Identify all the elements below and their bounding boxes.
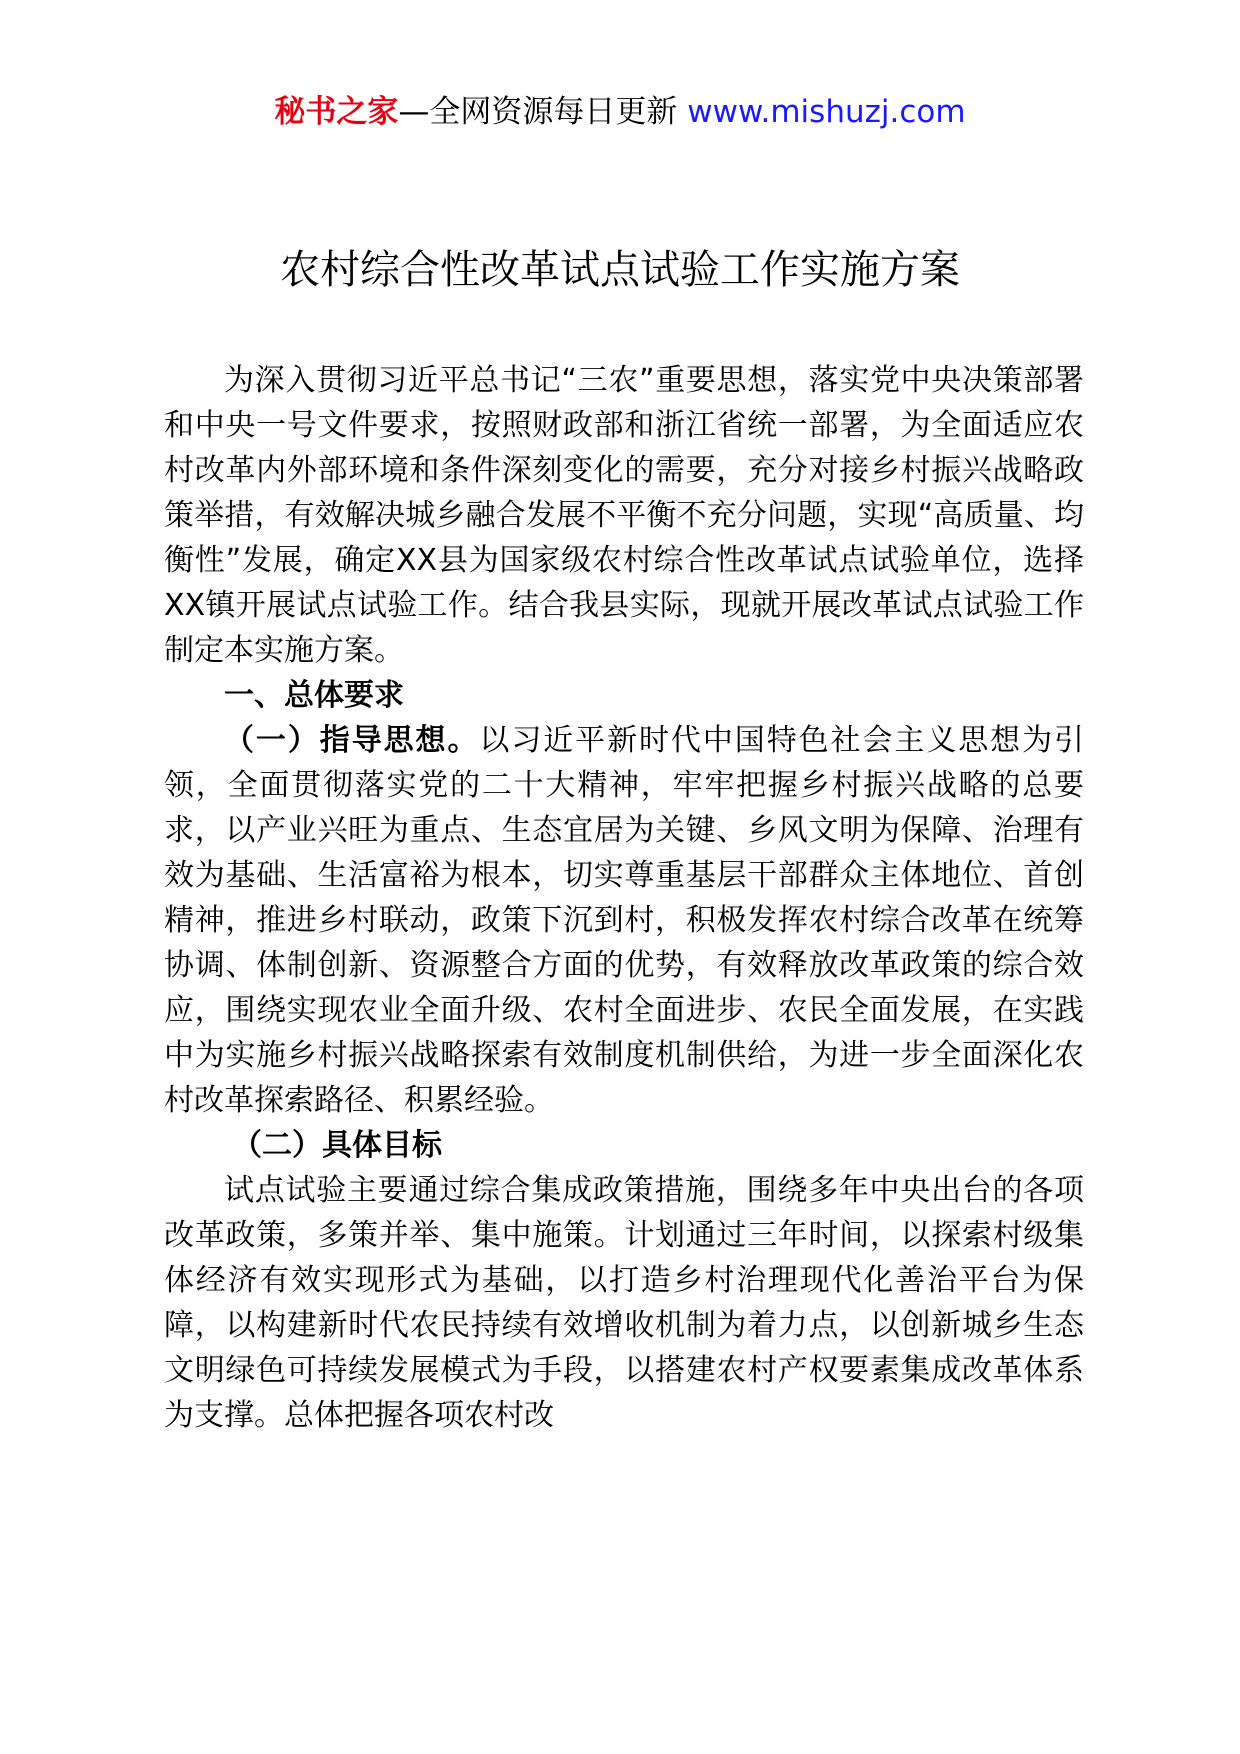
subsection-heading: （一）指导思想。 (224, 723, 480, 758)
site-tagline: —全网资源每日更新 (398, 94, 678, 130)
document-title: 农村综合性改革试点试验工作实施方案 (280, 247, 960, 293)
site-brand: 秘书之家 (274, 94, 399, 130)
site-url-link[interactable]: www.mishuzj.com (687, 94, 966, 130)
subsection-heading-goals: （二）具体目标 (232, 1128, 442, 1163)
intro-paragraph: 为深入贯彻习近平总书记“三农”重要思想，落实党中央决策部署和中央一号文件要求，按照财政部和浙江省统一部署，为全面适应农村改革内外部环境和条件深刻变化的需要，充分对接乡村振兴战略政策举措，有效解决城乡融合发展不平衡不充分问题，实现“高质量、均衡性”发展，确定XX县为国家级农村综合性改革试点试验单位，选择XX镇开展试点试验工作。结合我县实际，现就开展改革试点试验工作制定本实施方案。 (164, 363, 1084, 668)
guiding-ideology-paragraph (164, 718, 1084, 1123)
guiding-ideology-text: 以习近平新时代中国特色社会主义思想为引领，全面贯彻落实党的二十大精神，牢牢把握乡村振兴战略的总要求，以产业兴旺为重点、生态宜居为关键、乡风文明为保障、治理有效为基础、生活富裕为根本，切实尊重基层干部群众主体地位、首创精神，推进乡村联动，政策下沉到村，积极发挥农村综合改革在统筹协调、体制创新、资源整合方面的优势，有效释放改革政策的综合效应，围绕实现农业全面升级、农村全面进步、农民全面发展，在实践中为实施乡村振兴战略探索有效制度机制供给，为进一步全面深化农村改革探索路径、积累经验。 (164, 723, 1085, 1118)
goals-paragraph: 试点试验主要通过综合集成政策措施，围绕多年中央出台的各项改革政策，多策并举、集中施策。计划通过三年时间，以探索村级集体经济有效实现形式为基础，以打造乡村治理现代化善治平台为保障，以构建新时代农民持续有效增收机制为着力点，以创新城乡生态文明绿色可持续发展模式为手段，以搭建农村产权要素集成改革体系为支撑。总体把握各项农村改 (164, 1173, 1084, 1433)
section-heading: 一、总体要求 (224, 678, 404, 713)
document-body (164, 358, 1084, 1438)
site-header (0, 88, 1240, 136)
